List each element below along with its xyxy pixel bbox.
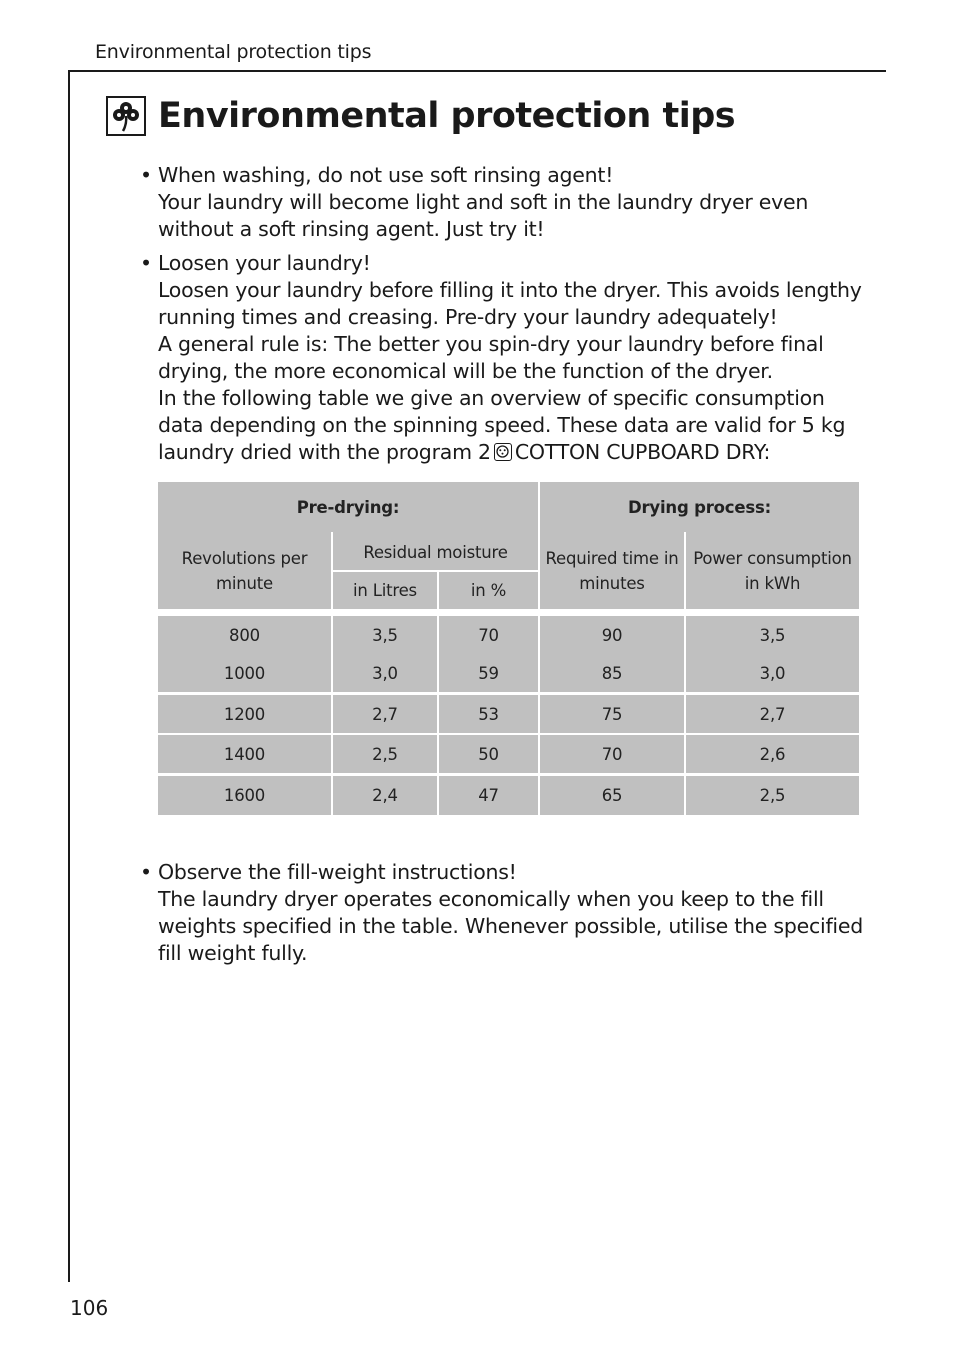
table-cell-litres: 3,5 [333,616,437,654]
tip-line: drying, the more economical will be the function of the dryer. [158,359,773,383]
tip-line: Loosen your laundry! [158,251,371,275]
bullet: • [140,163,152,187]
table-cell-revolutions: 1400 [158,735,331,773]
tip-loosen-laundry [140,250,860,466]
table-cell-litres: 2,7 [333,695,437,733]
table-cell-percent: 50 [439,735,538,773]
tip-line: without a soft rinsing agent. Just try it! [158,217,545,241]
table-cell-percent: 70 [439,616,538,654]
page-title: Environmental protection tips [158,96,736,136]
table-cell-litres: 2,5 [333,735,437,773]
page-number: 106 [70,1296,109,1320]
table-cell-power: 2,5 [686,776,859,815]
running-header: Environmental protection tips [95,41,372,63]
program-name: COTTON CUPBOARD DRY: [514,440,771,464]
col-header-in-percent: in % [439,572,538,609]
tip-line: When washing, do not use soft rinsing agent! [158,163,614,187]
tip-fill-weight [140,859,863,967]
table-cell-time: 65 [540,776,684,815]
tip-line: Your laundry will become light and soft in the laundry dryer even [158,190,809,214]
tip-line: fill weight fully. [158,941,308,965]
col-header-revolutions: Revolutions per minute [158,532,331,609]
table-cell-power: 2,7 [686,695,859,733]
col-header-required-time: Required time in minutes [540,532,684,609]
bullet: • [140,860,152,884]
group-header-drying-process: Drying process: [540,482,859,532]
table-cell-time: 75 [540,695,684,733]
header-divider [684,532,686,609]
cotton-cupboard-dry-icon [494,443,512,461]
header-divider [333,570,538,572]
table-cell-revolutions: 800 [158,616,331,654]
tip-line-program [158,439,860,466]
group-header-pre-drying: Pre-drying: [158,482,538,532]
table-cell-percent: 47 [439,776,538,815]
table-cell-percent: 53 [439,695,538,733]
tip-soft-rinsing [140,162,860,243]
table-cell-time: 90 [540,616,684,654]
col-header-in-litres: in Litres [333,572,437,609]
header-divider [437,572,439,609]
header-rule [68,70,886,72]
tip-line: The laundry dryer operates economically when you keep to the fill [158,887,824,911]
tip-line: running times and creasing. Pre-dry your laundry adequately! [158,305,778,329]
table-cell-litres: 2,4 [333,776,437,815]
tip-line: weights specified in the table. Whenever possible, utilise the specified [158,914,863,938]
tip-line: In the following table we give an overview of specific consumption [158,386,825,410]
consumption-table [158,482,859,815]
tip-line: A general rule is: The better you spin-dry your laundry before final [158,332,824,356]
tip-line: Observe the fill-weight instructions! [158,860,517,884]
header-divider [538,482,540,609]
table-cell-litres: 3,0 [333,654,437,692]
program-text: laundry dried with the program 2 [158,440,491,464]
table-cell-percent: 59 [439,654,538,692]
table-cell-revolutions: 1200 [158,695,331,733]
table-cell-time: 70 [540,735,684,773]
shamrock-icon [106,96,146,136]
table-cell-power: 2,6 [686,735,859,773]
tip-line: Loosen your laundry before filling it into the dryer. This avoids lengthy [158,278,862,302]
table-cell-revolutions: 1600 [158,776,331,815]
col-header-power-consumption: Power consumption in kWh [686,532,859,609]
table-cell-power: 3,5 [686,616,859,654]
bullet: • [140,251,152,275]
table-cell-time: 85 [540,654,684,692]
col-header-residual-moisture: Residual moisture [333,532,538,572]
margin-rule [68,70,70,1282]
table-cell-revolutions: 1000 [158,654,331,692]
tip-line: data depending on the spinning speed. These data are valid for 5 kg [158,413,846,437]
table-cell-power: 3,0 [686,654,859,692]
